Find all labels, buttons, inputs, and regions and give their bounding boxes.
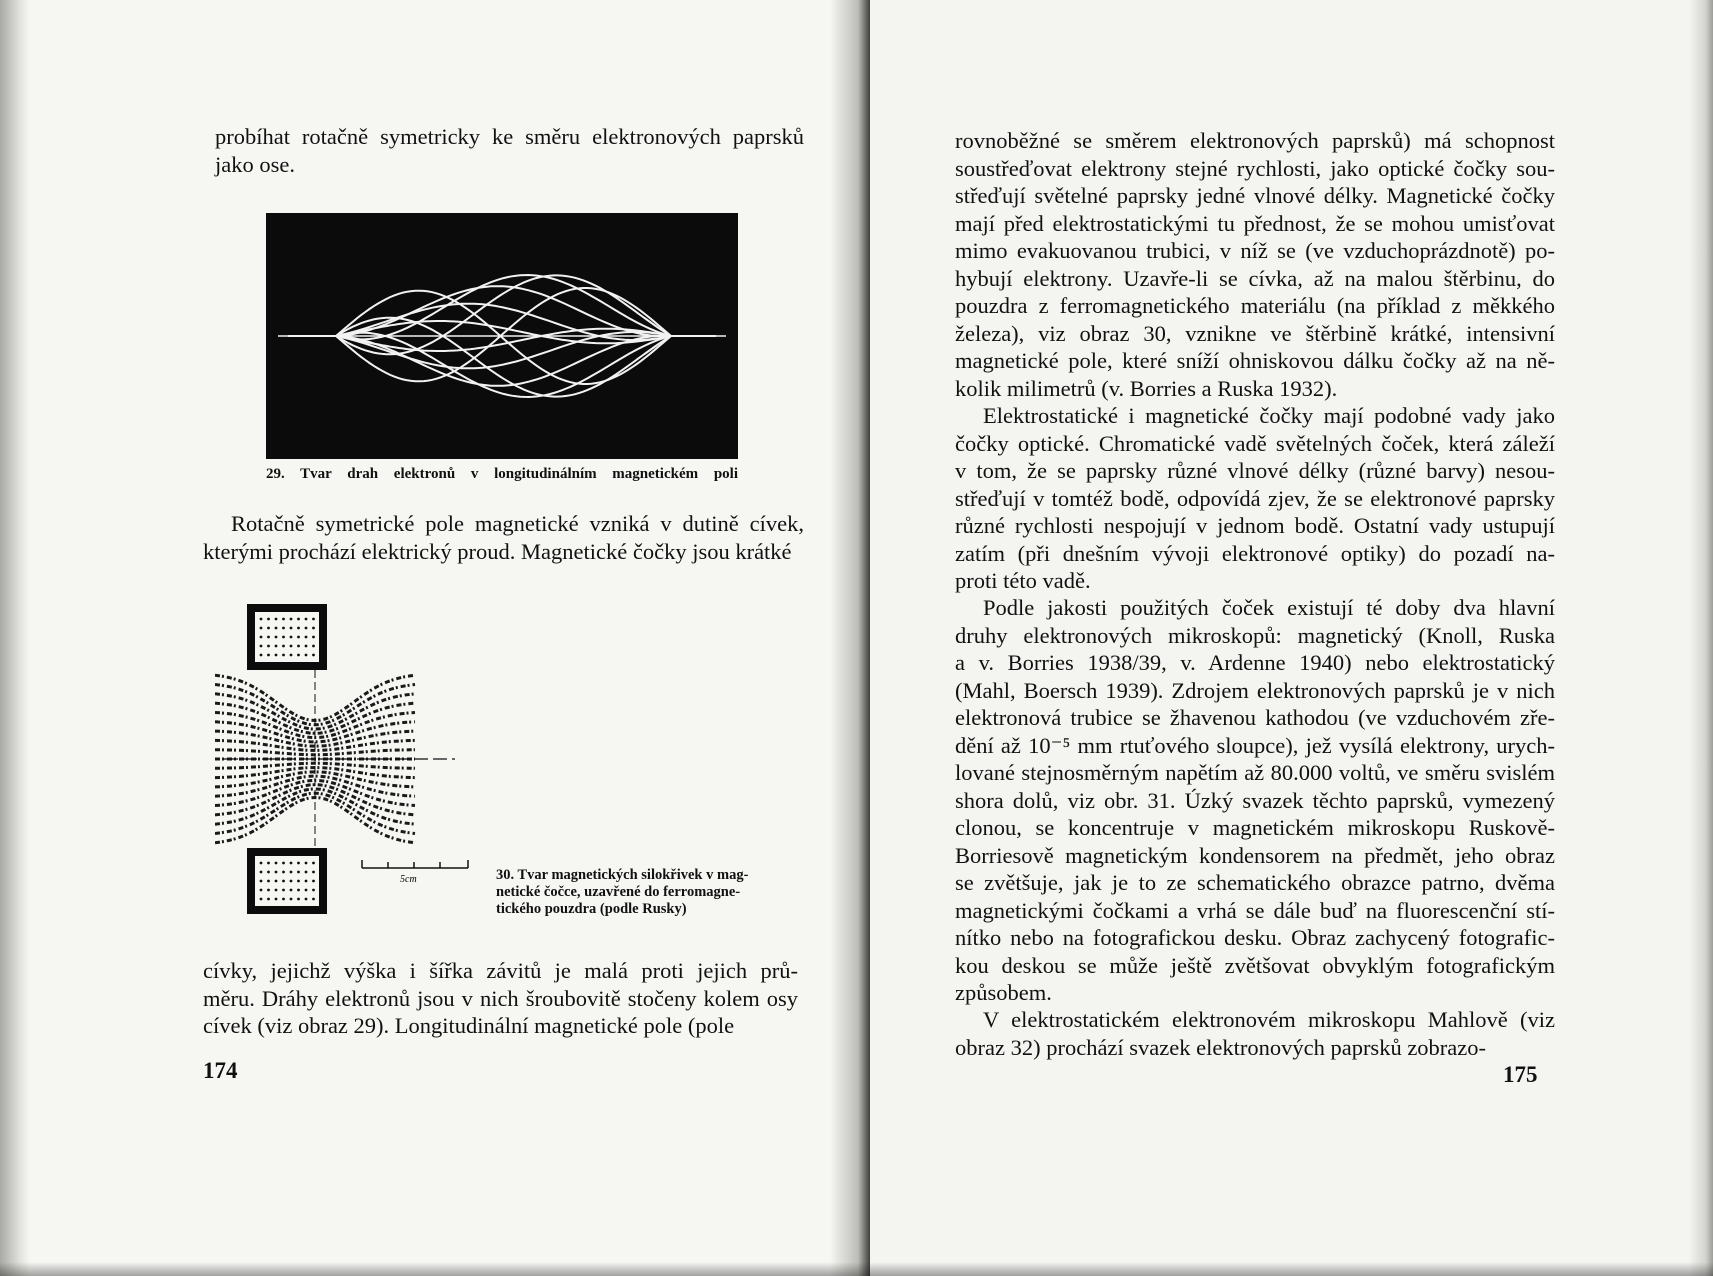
coil-winding: [255, 612, 319, 662]
winding-dot: [275, 636, 278, 639]
text-line: cívky, jejichž výška i šířka závitů je malá proti jejich prů-: [203, 958, 798, 983]
text-line: V elektrostatickém elektronovém mikroskopu Mahlově (viz: [983, 1007, 1555, 1032]
winding-dot: [312, 862, 315, 865]
winding-dot: [260, 871, 263, 874]
text-line: a v. Borries 1938/39, v. Ardenne 1940) nebo elektrostatický: [955, 650, 1555, 675]
winding-dot: [297, 627, 300, 630]
text-line: mají před elektrostatickými tu přednost, že se mohou umisťovat: [955, 210, 1555, 236]
winding-dot: [312, 645, 315, 648]
text-line: kou deskou se může ještě zvětšovat obvyklým fotografickým: [955, 952, 1555, 978]
figure-29-electron-paths: [266, 213, 738, 459]
figure-29-caption: 29. Tvar drah elektronů v longitudinálním magnetickém poli: [266, 466, 738, 482]
book-bottom-shadow: [0, 1262, 1713, 1276]
winding-dot: [305, 898, 308, 901]
text-line: měru. Dráhy elektronů jsou v nich šroubovitě stočeny kolem osy: [203, 985, 798, 1011]
page-number-right: 175: [1503, 1062, 1538, 1087]
winding-dot: [290, 898, 293, 901]
winding-dot: [275, 627, 278, 630]
text-line: lované stejnosměrným napětím až 80.000 voltů, ve směru svislém: [955, 760, 1555, 785]
winding-dot: [282, 880, 285, 883]
scale-label: 5cm: [400, 874, 417, 884]
text-line: nítko nebo na fotografickou desku. Obraz zachycený fotografic-: [955, 925, 1555, 950]
winding-dot: [297, 618, 300, 621]
text-line: dění až 10⁻⁵ mm rtuťového sloupce), jež vysílá elektrony, urych-: [955, 732, 1555, 758]
right-paragraph-1: [955, 127, 1555, 402]
winding-dot: [282, 898, 285, 901]
winding-dot: [297, 898, 300, 901]
text-line: různé rychlosti nespojují v jednom bodě. Ostatní vady ustupují: [955, 513, 1555, 538]
winding-dot: [297, 654, 300, 657]
winding-dot: [305, 889, 308, 892]
text-line: zatím (při dnešním vývoji elektronové optiky) do pozadí na-: [955, 540, 1555, 566]
text-line: kterými prochází elektrický proud. Magnetické čočky jsou krátké: [203, 538, 792, 564]
electron-trajectories-illustration: [266, 213, 738, 459]
text-line: druhy elektronových mikroskopů: magnetický (Knoll, Ruska: [955, 622, 1555, 648]
left-paragraph-top: [215, 123, 804, 178]
winding-dot: [290, 636, 293, 639]
winding-dot: [275, 889, 278, 892]
text-line: proti této vadě.: [955, 568, 1091, 593]
winding-dot: [290, 627, 293, 630]
winding-dot: [260, 645, 263, 648]
winding-dot: [267, 889, 270, 892]
text-line: střeďují světelné paprsky jedné vlnové délky. Magnetické čočky: [955, 183, 1555, 208]
winding-dot: [267, 645, 270, 648]
text-line: hybují elektrony. Uzavře-li se cívka, až na malou štěrbinu, do: [955, 265, 1555, 291]
winding-dot: [305, 862, 308, 865]
scale-bar: [360, 858, 470, 884]
winding-dot: [267, 654, 270, 657]
page-edge-shadow: [1689, 0, 1713, 1276]
winding-dot: [297, 880, 300, 883]
text-line: pouzdra z ferromagnetického materiálu (na příklad z měkkého: [955, 293, 1555, 318]
right-paragraph-2: [955, 402, 1555, 595]
winding-dot: [275, 898, 278, 901]
winding-dot: [305, 636, 308, 639]
text-line: mimo evakuovanou trubici, v níž se (ve vzduchoprázdnotě) po-: [955, 238, 1555, 263]
winding-dot: [275, 880, 278, 883]
winding-dot: [297, 871, 300, 874]
left-paragraph-middle: [203, 510, 804, 565]
winding-dot: [260, 880, 263, 883]
winding-dot: [282, 645, 285, 648]
winding-dot: [275, 862, 278, 865]
winding-dot: [290, 871, 293, 874]
right-paragraph-4: [955, 1006, 1555, 1061]
winding-dot: [297, 636, 300, 639]
winding-dot: [267, 862, 270, 865]
text-line: cívek (viz obraz 29). Longitudinální magnetické pole (pole: [203, 1013, 735, 1038]
winding-dot: [275, 871, 278, 874]
winding-dot: [282, 862, 285, 865]
left-paragraph-bottom: [203, 957, 798, 1040]
text-line: Elektrostatické i magnetické čočky mají podobné vady jako: [983, 403, 1555, 428]
winding-dot: [282, 618, 285, 621]
winding-dot: [260, 627, 263, 630]
caption-line: netické čočce, uzavřené do ferromagne-: [496, 884, 741, 900]
winding-dot: [312, 636, 315, 639]
caption-line: 30. Tvar magnetických silokřivek v mag-: [496, 867, 749, 883]
winding-dot: [267, 627, 270, 630]
winding-dot: [282, 636, 285, 639]
winding-dot: [312, 880, 315, 883]
text-line: (Mahl, Boersch 1939). Zdrojem elektronových paprsků je v nich: [955, 677, 1555, 703]
winding-dot: [312, 871, 315, 874]
winding-dot: [267, 871, 270, 874]
winding-dot: [312, 898, 315, 901]
winding-dot: [282, 654, 285, 657]
winding-dot: [312, 627, 315, 630]
text-line: Podle jakosti použitých čoček existují té doby dva hlavní: [983, 595, 1555, 620]
winding-dot: [312, 654, 315, 657]
text-line: Rotačně symetrické pole magnetické vzniká v dutině cívek,: [231, 511, 804, 536]
text-line: železa), viz obraz 30, vznikne ve štěrbině krátké, intensivní: [955, 320, 1555, 346]
text-line: Borriesově magnetickým kondensorem na předmět, jeho obraz: [955, 842, 1555, 868]
winding-dot: [305, 880, 308, 883]
winding-dot: [260, 898, 263, 901]
coil-winding: [255, 856, 319, 906]
winding-dot: [267, 618, 270, 621]
winding-dot: [282, 627, 285, 630]
book-spine-shadow: [830, 0, 870, 1276]
caption-line: tického pouzdra (podle Rusky): [496, 901, 687, 917]
winding-dot: [267, 880, 270, 883]
text-line: se zvětšuje, jak je to ze schematického obrazce patrno, dvěma: [955, 870, 1555, 895]
winding-dot: [260, 889, 263, 892]
winding-dot: [305, 871, 308, 874]
right-page: [870, 0, 1713, 1276]
text-line: magnetickými čočkami a vrhá se dále buď na fluorescenční stí-: [955, 897, 1555, 923]
text-line: soustřeďovat elektrony stejné rychlosti, jako optické čočky sou-: [955, 155, 1555, 181]
text-line: způsobem.: [955, 980, 1052, 1005]
winding-dot: [297, 862, 300, 865]
winding-dot: [290, 654, 293, 657]
winding-dot: [260, 862, 263, 865]
winding-dot: [260, 618, 263, 621]
winding-dot: [312, 618, 315, 621]
text-line: clonou, se koncentruje v magnetickém mikroskopu Ruskově-: [955, 815, 1555, 840]
winding-dot: [312, 889, 315, 892]
text-line: kolik milimetrů (v. Borries a Ruska 1932).: [955, 375, 1338, 401]
winding-dot: [290, 862, 293, 865]
winding-dot: [305, 618, 308, 621]
winding-dot: [305, 627, 308, 630]
winding-dot: [275, 618, 278, 621]
winding-dot: [297, 889, 300, 892]
winding-dot: [260, 654, 263, 657]
text-line: magnetické pole, které sníží ohniskovou dálku čočky až na ně-: [955, 348, 1555, 373]
winding-dot: [275, 645, 278, 648]
text-line: probíhat rotačně symetricky ke směru elektronových paprsků: [215, 124, 804, 149]
winding-dot: [290, 889, 293, 892]
text-line: elektronová trubice se žhavenou kathodou (ve vzduchovém zře-: [955, 705, 1555, 730]
figure-30-caption: [496, 867, 796, 918]
text-line: jako ose.: [215, 151, 295, 177]
winding-dot: [290, 645, 293, 648]
text-line: střeďují v tomtéž bodě, odpovídá zjev, že se elektronové paprsky: [955, 485, 1555, 511]
text-line: v tom, že se paprsky různé vlnové délky (různé barvy) nesou-: [955, 458, 1555, 483]
right-paragraph-3: [955, 594, 1555, 1007]
winding-dot: [290, 618, 293, 621]
winding-dot: [267, 898, 270, 901]
winding-dot: [260, 636, 263, 639]
winding-dot: [275, 654, 278, 657]
text-line: čočky optické. Chromatické vadě světelných čoček, která záleží: [955, 430, 1555, 456]
page-edge-shadow: [0, 0, 30, 1276]
winding-dot: [305, 654, 308, 657]
text-line: rovnoběžné se směrem elektronových paprsků) má schopnost: [955, 128, 1555, 153]
text-line: shora dolů, viz obr. 31. Úzký svazek těchto paprsků, vymezený: [955, 787, 1555, 813]
text-line: obraz 32) prochází svazek elektronových paprsků zobrazo-: [955, 1034, 1487, 1060]
winding-dot: [282, 889, 285, 892]
winding-dot: [267, 636, 270, 639]
page-number-left: 174: [203, 1058, 238, 1083]
winding-dot: [297, 645, 300, 648]
winding-dot: [290, 880, 293, 883]
winding-dot: [282, 871, 285, 874]
winding-dot: [305, 645, 308, 648]
